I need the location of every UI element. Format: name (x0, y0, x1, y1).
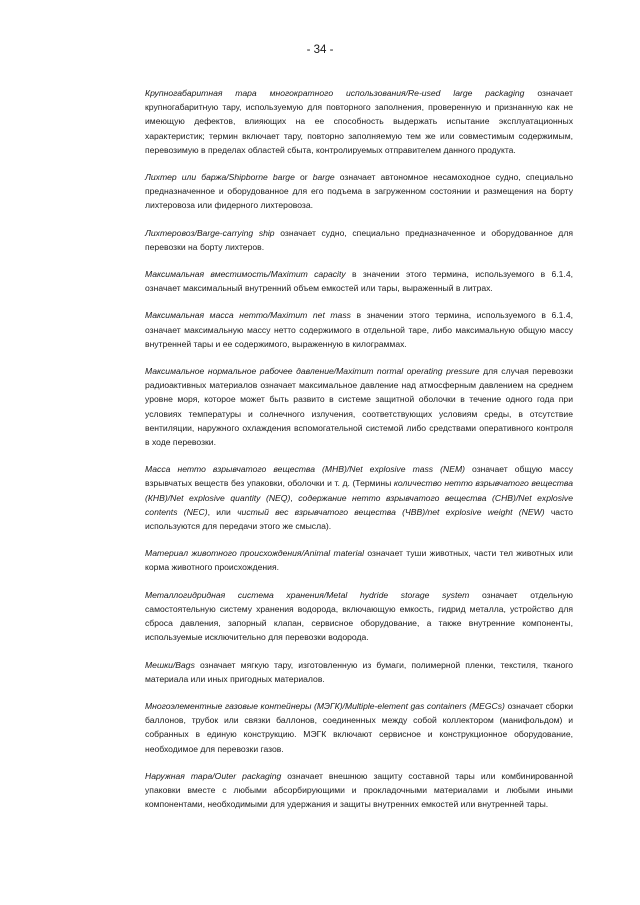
definition-text: , (290, 492, 299, 503)
term: чистый вес взрывчатого вещества (ЧВВ)/net explosive weight (NEW) (237, 506, 545, 517)
term: содержание нетто взрывчатого вещества (СНВ)/Net explosive contents (NEC) (145, 492, 573, 517)
term: Крупногабаритная тара многократного использования/Re-used large packaging (145, 88, 525, 98)
definition-text: означает крупногабаритную тару, используемую для повторного заполнения, проверенную и признанную как не имеющую дефектов, влияющих на ее способность выдержать испытание эксплуатационных характеристик; термин включает тару, повторно заполняемую тем же или совместимым содержимым, перевозимую в пределах областей сбыта, контролируемых отправителем данного продукта. (145, 88, 573, 155)
term: Масса нетто взрывчатого вещества (МНВ)/Net explosive mass (NEM) (145, 464, 465, 475)
definition-text: означает судно, специально предназначенное и оборудованное для перевозки на борту лихтеров. (145, 227, 573, 252)
definition-text: для случая перевозки радиоактивных материалов означает максимальное давление над атмосферным давлением на среднем уровне моря, которое может быть развито в системе защитной оболочки в течение одного года при условиях температуры и солнечного излучения, соответствующих условиям среды, в отсутствие вентиляции, наружного охлаждения вспомогательной системой либо средствами оперативного контроля в ходе перевозки. (145, 366, 573, 448)
definition-entry (145, 308, 573, 351)
term: Многоэлементные газовые контейнеры (МЭГК)/Multiple-element gas containers (MEGCs) (145, 700, 505, 711)
definition-entry (145, 658, 573, 686)
definition-text: в значении этого термина, используемого в 6.1.4, означает максимальную массу нетто содержимого в отдельной таре, либо максимальную общую массу внутренней тары и ее содержимого, выраженную в килограммах. (145, 310, 573, 349)
definition-entry (145, 170, 573, 213)
definition-entry (145, 769, 573, 812)
definition-text: означает отдельную самостоятельную систему хранения водорода, включающую емкость, гидрид металла, устройство для сброса давления, запорный клапан, сервисное оборудование, а также внутренние компоненты, используемые исключительно для перевозки водорода. (145, 589, 573, 643)
definition-text: означает мягкую тару, изготовленную из бумаги, полимерной пленки, текстиля, тканого материала или иных пригодных материалов. (145, 659, 573, 684)
term: Максимальная вместимость/Maximum capacity (145, 269, 346, 280)
term: Максимальная масса нетто/Maximum net mass (145, 310, 351, 321)
definition-entry (145, 86, 573, 157)
term: Мешки/Bags (145, 659, 195, 670)
definition-text: означает туши животных, части тел животных или корма животного происхождения. (145, 548, 573, 573)
page-number: - 34 - (306, 44, 334, 56)
term: Наружная тара/Outer packaging (145, 770, 282, 781)
definition-text: or (294, 172, 313, 183)
term: количество нетто взрывчатого вещества (КНВ)/Net explosive quantity (NEQ) (145, 478, 573, 503)
definition-text: часто используются для передачи этого же смысла). (145, 506, 573, 532)
term: barge (312, 172, 335, 183)
definition-entry (145, 462, 573, 533)
definition-text: , или (207, 506, 238, 517)
term: Лихтер или баржа/Shipborne barge (145, 172, 295, 183)
definition-entry (145, 588, 573, 645)
definition-text: означает общую массу взрывчатых веществ без упаковки, оболочки и т. д. (Термины (145, 464, 573, 489)
definition-text: означает внешнюю защиту составной тары или комбинированной упаковки вместе с любыми абсорбирующими и прокладочными материалами и любыми иными компонентами, необходимыми для удержания и защиты внутренних емкостей или внутренней тары. (145, 770, 573, 810)
term: Материал животного происхождения/Animal material (145, 548, 365, 559)
definition-text: означает автономное несамоходное судно, специально предназначенное и оборудованное для его подъема в загруженном состоянии и размещения на борту лихтеровоза или фидерного лихтеровоза. (145, 172, 574, 211)
term: Лихтеровоз/Barge-carrying ship (145, 227, 275, 238)
definition-entry (145, 364, 573, 449)
definitions-list (145, 86, 573, 824)
definition-entry (145, 226, 573, 254)
definition-entry (145, 546, 573, 574)
term: Металлогидридная система хранения/Metal hydride storage system (145, 589, 470, 600)
definition-text: в значении этого термина, используемого в 6.1.4, означает максимальный внутренний объем емкостей или тары, выраженный в литрах. (145, 269, 573, 294)
definition-entry (145, 267, 573, 295)
term: Максимальное нормальное рабочее давление/Maximum normal operating pressure (145, 366, 480, 377)
definition-entry (145, 699, 573, 756)
definition-text: означает сборки баллонов, трубок или связки баллонов, соединенных между собой коллектором (манифольдом) и собранных в единую конструкцию. МЭГК включают сервисное и конструкционное оборудование, необходимое для перевозки газов. (145, 700, 573, 754)
